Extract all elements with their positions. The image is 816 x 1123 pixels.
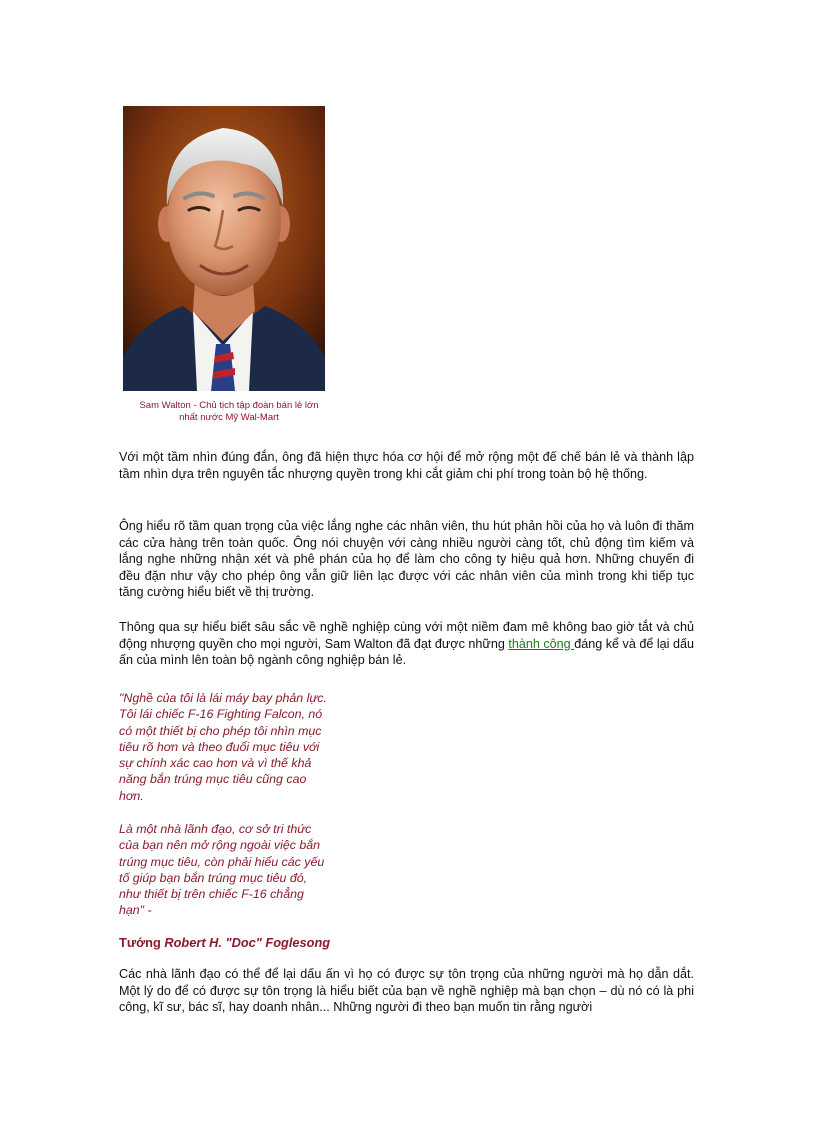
portrait-caption	[128, 400, 330, 424]
quote-author	[119, 935, 339, 951]
paragraph-2: Ông hiểu rõ tầm quan trọng của việc lắng nghe các nhân viên, thu hút phản hồi của họ và luôn đi thăm các cửa hàng trên toàn quốc. Ông nói chuyện với càng nhiều người càng tốt, chủ động tìm kiếm và lắng nghe những nhận xét và phê phán của họ để làm cho công ty hiệu quả hơn. Những chuyến đi đều đặn như vậy cho phép ông vẫn giữ liên lạc được với các nhân viên của mình trong khi tiếp tục tăng cường hiểu biết về thị trường.	[119, 519, 694, 599]
caption-line-2: nhất nước Mỹ Wal-Mart	[179, 412, 279, 423]
quote-paragraph-1: "Nghề của tôi là lái máy bay phản lực. Tôi lái chiếc F-16 Fighting Falcon, nó có một thiết bị cho phép tôi nhìn mục tiêu rõ hơn và theo đuổi mục tiêu với sự chính xác cao hơn và vì thế khả năng bắn trúng mục tiêu cũng cao hơn.	[119, 691, 327, 803]
quote-paragraph-2: Là một nhà lãnh đạo, cơ sở tri thức của bạn nên mở rộng ngoài việc bắn trúng mục tiêu, còn phải hiểu các yếu tố giúp bạn bắn trúng mục tiêu đó, như thiết bị trên chiếc F-16 chẳng hạn" -	[119, 822, 325, 918]
paragraph-4: Các nhà lãnh đạo có thể để lại dấu ấn vì họ có được sự tôn trọng của những người mà họ dẫn dắt. Một lý do để có được sự tôn trọng là hiểu biết của bạn về nghề nghiệp mà bạn chọn – dù nó có là phi công, kĩ sư, bác sĩ, hay doanh nhân... Những người đi theo bạn muốn tin rằng người	[119, 967, 694, 1014]
paragraph-3-text-before: Thông qua sự hiểu biết sâu sắc về nghề nghiệp cùng với một niềm đam mê không bao giờ tắt và chủ động nhượng quyền cho mọi người, Sam Walton đã đạt được những	[119, 620, 694, 651]
paragraph-1: Với một tầm nhìn đúng đắn, ông đã hiện thực hóa cơ hội để mở rộng một đế chế bán lẻ và thành lập tầm nhìn dựa trên nguyên tắc nhượng quyền trong khi cắt giảm chi phí trong toàn bộ hệ thống.	[119, 450, 694, 481]
paragraph-3	[119, 619, 694, 669]
portrait-image	[123, 106, 325, 391]
author-prefix: Tướng	[119, 935, 165, 950]
author-name: Robert H. "Doc" Foglesong	[164, 935, 331, 950]
success-link[interactable]: thành công	[508, 636, 575, 651]
paragraph-3-text-after: đáng kể và để lại dấu ấn của mình lên toàn bộ ngành công nghiệp bán lẻ.	[119, 636, 694, 667]
caption-line-1: Sam Walton - Chủ tịch tập đoàn bán lẻ lớn	[139, 400, 319, 411]
